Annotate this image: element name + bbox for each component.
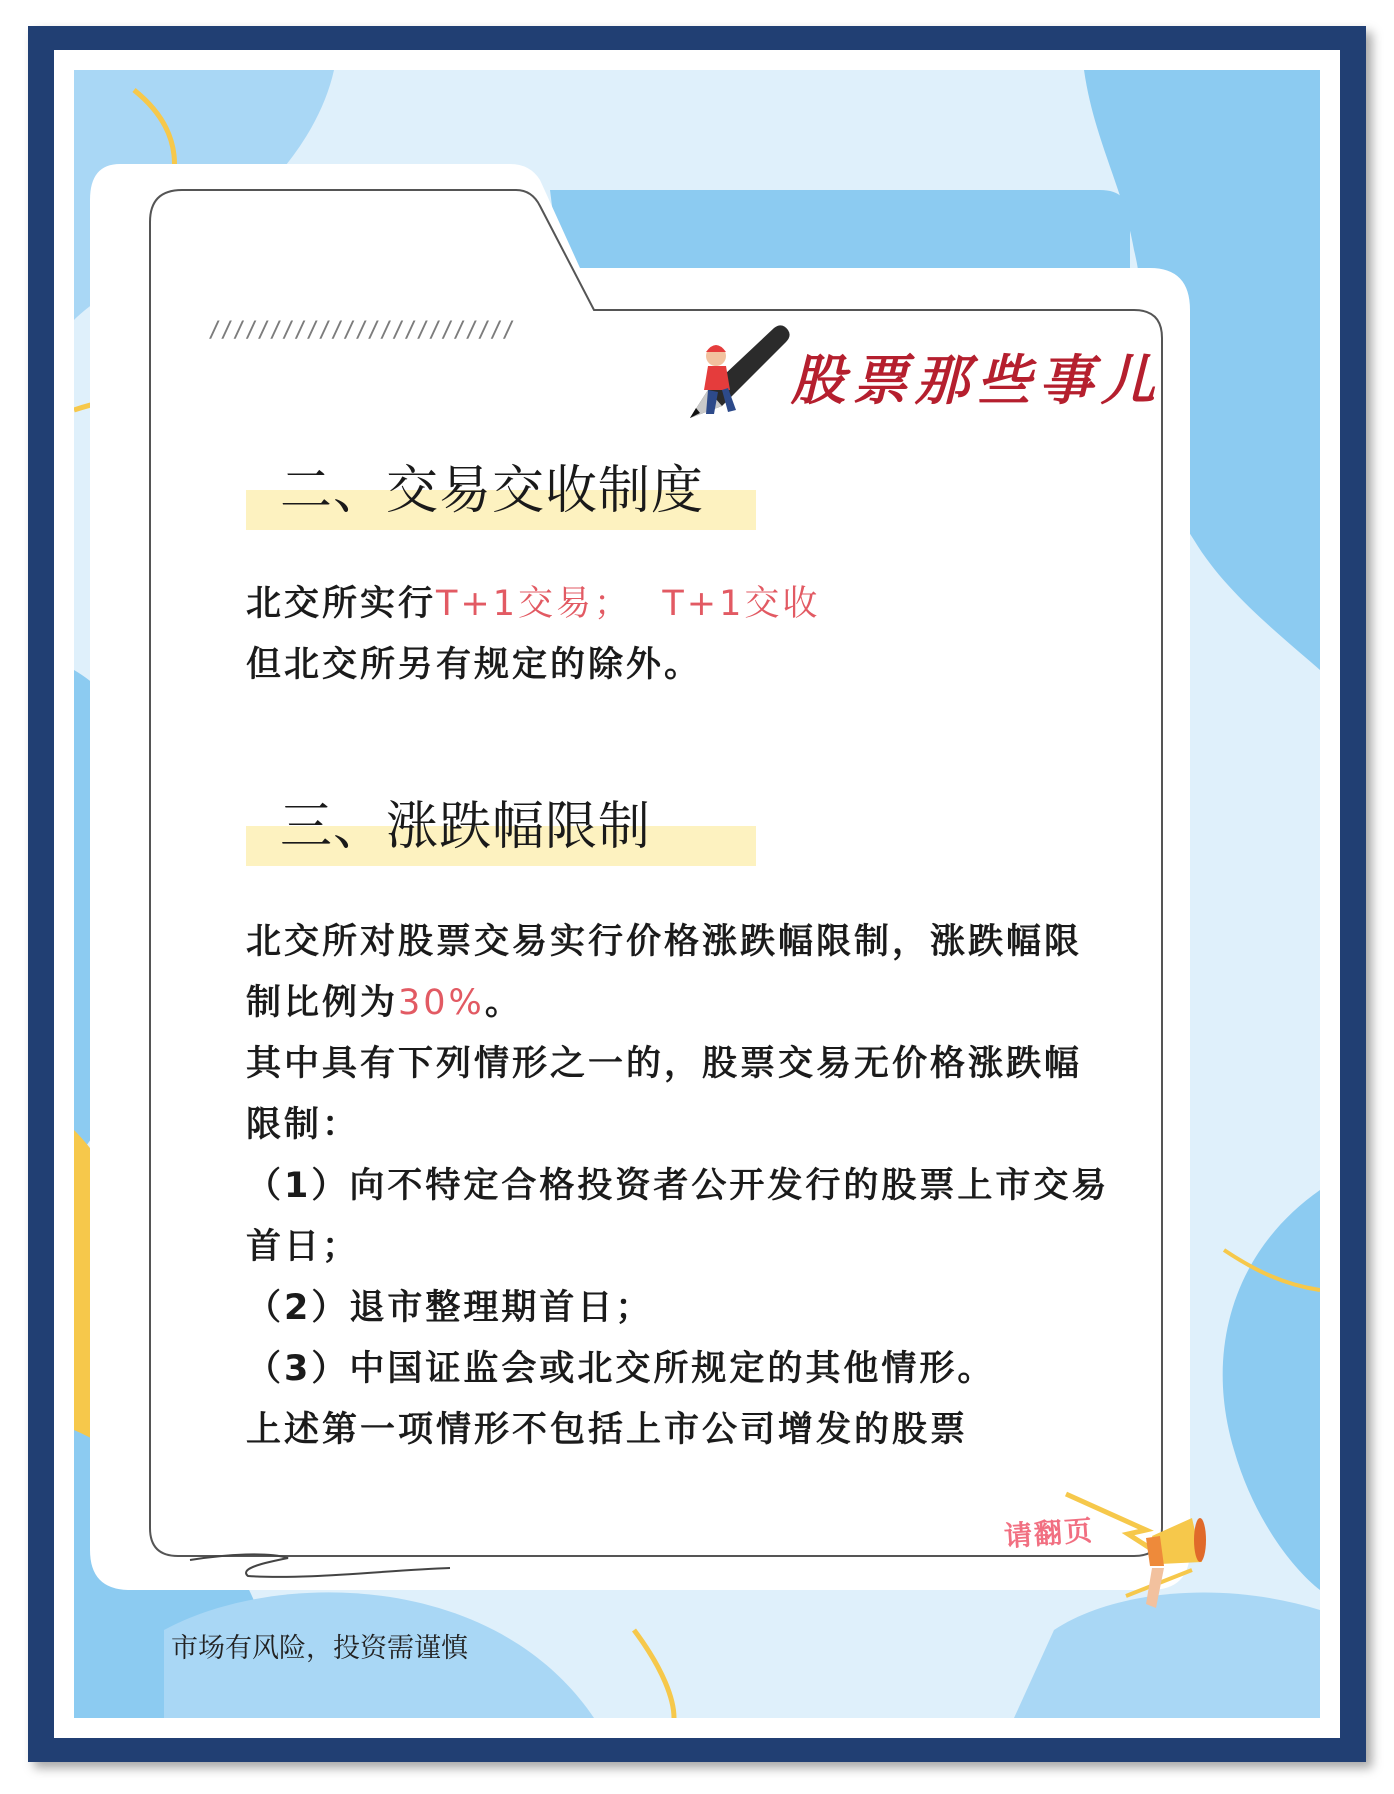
section-heading-3 [246, 797, 756, 866]
section-2-line-2: 但北交所另有规定的除外。 [246, 645, 703, 685]
pen-rider-icon [678, 318, 798, 428]
line-text: 。 [484, 983, 523, 1023]
section-3-line-3: 其中具有下列情形之一的，股票交易无价格涨跌幅 [246, 1044, 1083, 1084]
section-2-title: 二、交易交收制度 [280, 461, 705, 521]
brand-title: 股票那些事儿 [791, 348, 1163, 412]
squiggle-decoration [188, 1548, 458, 1588]
section-3-line-4: 限制： [246, 1105, 361, 1145]
section-3-line-1: 北交所对股票交易实行价格涨跌幅限制，涨跌幅限 [246, 922, 1083, 962]
flip-page-sticker [996, 1490, 1212, 1620]
line-text: 北交所实行 [246, 584, 437, 624]
section-3-title: 三、涨跌幅限制 [280, 797, 652, 857]
section-3-body [246, 912, 1109, 1461]
section-2-line-1 [246, 574, 820, 635]
highlight-t1-trade: T+1交易； [436, 584, 632, 624]
brand-logo [678, 318, 1198, 428]
hatch-decoration: ///////////////////////// [208, 318, 515, 343]
section-3-line-8: （3）中国证监会或北交所规定的其他情形。 [246, 1349, 996, 1389]
section-heading-2 [246, 461, 756, 530]
risk-disclaimer: 市场有风险，投资需谨慎 [171, 1633, 468, 1664]
section-3-line-6: 首日； [246, 1227, 361, 1267]
section-3-line-5: （1）向不特定合格投资者公开发行的股票上市交易 [246, 1166, 1110, 1206]
megaphone-icon [996, 1490, 1212, 1620]
section-2-body [246, 574, 820, 696]
section-3-line-9: 上述第一项情形不包括上市公司增发的股票 [246, 1410, 969, 1450]
flip-page-label: 请翻页 [1003, 1513, 1096, 1554]
highlight-percent: 30% [398, 983, 485, 1023]
highlight-t1-settle: T+1交收 [662, 584, 821, 624]
section-3-line-7: （2）退市整理期首日； [246, 1288, 654, 1328]
line-text: 制比例为 [246, 983, 399, 1023]
section-3-line-2 [246, 973, 1109, 1034]
